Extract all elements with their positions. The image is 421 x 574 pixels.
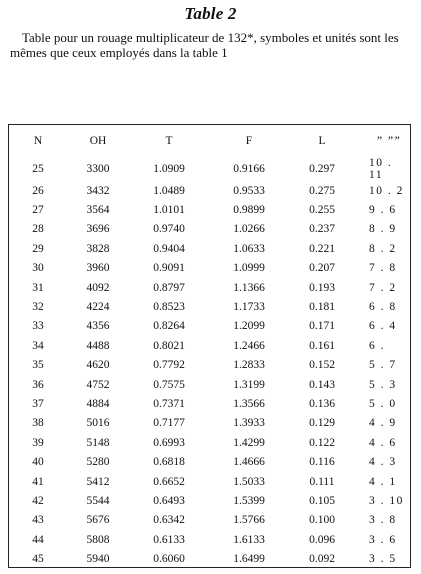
cell-n: 39 — [32, 436, 44, 449]
cell-t: 0.8797 — [153, 281, 185, 294]
table-row — [9, 472, 410, 491]
table-row — [9, 259, 410, 278]
cell-minutes-seconds: 6 . 8 — [369, 301, 397, 314]
cell-oh: 3828 — [86, 242, 110, 255]
cell-f: 1.3933 — [233, 417, 265, 430]
table-row — [9, 356, 410, 375]
table-body — [9, 157, 410, 569]
cell-n: 26 — [32, 184, 44, 197]
cell-minutes-seconds: 4 . 9 — [369, 417, 397, 430]
table-row — [9, 181, 410, 200]
cell-n: 37 — [32, 397, 44, 410]
header-minutes-seconds: ” ”” — [377, 135, 402, 147]
cell-n: 35 — [32, 359, 44, 372]
cell-oh: 3564 — [86, 204, 110, 217]
cell-n: 32 — [32, 301, 44, 314]
cell-t: 0.6060 — [153, 553, 185, 566]
table-row — [9, 157, 410, 181]
cell-oh: 4488 — [86, 339, 110, 352]
cell-n: 36 — [32, 378, 44, 391]
cell-minutes-seconds: 3 . 6 — [369, 533, 397, 546]
cell-f: 1.5033 — [233, 475, 265, 488]
cell-l: 0.181 — [309, 301, 335, 314]
cell-minutes-seconds: 4 . 1 — [369, 475, 397, 488]
cell-oh: 3300 — [86, 163, 110, 175]
cell-t: 0.7792 — [153, 359, 185, 372]
table-row — [9, 452, 410, 471]
cell-f: 1.0999 — [233, 262, 265, 275]
cell-oh: 5016 — [86, 417, 110, 430]
cell-t: 0.8523 — [153, 301, 185, 314]
cell-t: 0.6133 — [153, 533, 185, 546]
table-row — [9, 549, 410, 568]
cell-n: 44 — [32, 533, 44, 546]
table-row — [9, 220, 410, 239]
cell-t: 0.9740 — [153, 223, 185, 236]
data-table — [9, 125, 410, 569]
cell-l: 0.105 — [309, 494, 335, 507]
cell-oh: 5940 — [86, 553, 110, 566]
cell-t: 0.6818 — [153, 456, 185, 469]
cell-n: 31 — [32, 281, 44, 294]
cell-f: 1.6499 — [233, 553, 265, 566]
cell-oh: 5808 — [86, 533, 110, 546]
cell-f: 1.2099 — [233, 320, 265, 333]
cell-n: 27 — [32, 204, 44, 217]
cell-f: 1.1733 — [233, 301, 265, 314]
cell-l: 0.275 — [309, 184, 335, 197]
cell-minutes-seconds: 8 . 2 — [369, 242, 397, 255]
cell-n: 38 — [32, 417, 44, 430]
cell-oh: 4224 — [86, 301, 110, 314]
cell-t: 1.0489 — [153, 184, 185, 197]
table-row — [9, 200, 410, 219]
cell-t: 1.0101 — [153, 204, 185, 217]
cell-minutes-seconds: 6 . 4 — [369, 320, 397, 333]
cell-oh: 5544 — [86, 494, 110, 507]
cell-minutes-seconds: 5 . 0 — [369, 397, 397, 410]
cell-t: 0.7177 — [153, 417, 185, 430]
cell-minutes-seconds: 7 . 8 — [369, 262, 397, 275]
cell-l: 0.143 — [309, 378, 335, 391]
cell-minutes-seconds: 8 . 9 — [369, 223, 397, 236]
cell-oh: 4092 — [86, 281, 110, 294]
cell-n: 34 — [32, 339, 44, 352]
cell-n: 45 — [32, 553, 44, 566]
cell-minutes-seconds: 3 . 8 — [369, 514, 397, 527]
cell-minutes-seconds: 5 . 7 — [369, 359, 397, 372]
cell-f: 0.9166 — [233, 163, 265, 175]
cell-t: 0.6493 — [153, 494, 185, 507]
cell-minutes-seconds: 3 . 10 — [369, 494, 404, 507]
header-l: L — [318, 135, 326, 147]
cell-f: 1.4299 — [233, 436, 265, 449]
cell-l: 0.297 — [309, 163, 335, 175]
cell-minutes-seconds: 4 . 3 — [369, 456, 397, 469]
cell-minutes-seconds: 9 . 6 — [369, 204, 397, 217]
cell-n: 41 — [32, 475, 44, 488]
header-f: F — [245, 135, 253, 147]
cell-l: 0.100 — [309, 514, 335, 527]
table-row — [9, 511, 410, 530]
cell-oh: 3432 — [86, 184, 110, 197]
cell-l: 0.136 — [309, 397, 335, 410]
table-row — [9, 375, 410, 394]
table-title: Table 2 — [184, 4, 237, 23]
cell-f: 0.9533 — [233, 184, 265, 197]
cell-oh: 5676 — [86, 514, 110, 527]
cell-l: 0.255 — [309, 204, 335, 217]
cell-l: 0.111 — [309, 475, 335, 488]
cell-f: 1.0633 — [233, 242, 265, 255]
table-row — [9, 317, 410, 336]
cell-minutes-seconds: 10 . 11 — [369, 157, 393, 181]
header-n: N — [33, 135, 43, 147]
table-row — [9, 491, 410, 510]
cell-l: 0.092 — [309, 553, 335, 566]
cell-f: 0.9899 — [233, 204, 265, 217]
table-row — [9, 530, 410, 549]
data-table-frame — [8, 124, 411, 568]
cell-minutes-seconds: 10 . 2 — [369, 184, 404, 197]
cell-f: 1.5399 — [233, 494, 265, 507]
cell-l: 0.122 — [309, 436, 335, 449]
cell-oh: 4356 — [86, 320, 110, 333]
cell-f: 1.0266 — [233, 223, 265, 236]
cell-f: 1.3199 — [233, 378, 265, 391]
cell-f: 1.3566 — [233, 397, 265, 410]
header-row — [9, 125, 410, 157]
cell-t: 0.7371 — [153, 397, 185, 410]
cell-l: 0.193 — [309, 281, 335, 294]
cell-minutes-seconds: 4 . 6 — [369, 436, 397, 449]
cell-n: 43 — [32, 514, 44, 527]
cell-oh: 4752 — [86, 378, 110, 391]
table-row — [9, 239, 410, 258]
cell-l: 0.096 — [309, 533, 335, 546]
cell-t: 0.8021 — [153, 339, 185, 352]
cell-n: 33 — [32, 320, 44, 333]
cell-l: 0.221 — [309, 242, 335, 255]
cell-oh: 5148 — [86, 436, 110, 449]
cell-oh: 3960 — [86, 262, 110, 275]
cell-n: 28 — [32, 223, 44, 236]
table-row — [9, 336, 410, 355]
cell-f: 1.1366 — [233, 281, 265, 294]
cell-f: 1.5766 — [233, 514, 265, 527]
cell-n: 30 — [32, 262, 44, 275]
cell-l: 0.171 — [309, 320, 335, 333]
cell-minutes-seconds: 5 . 3 — [369, 378, 397, 391]
cell-minutes-seconds: 7 . 2 — [369, 281, 397, 294]
cell-f: 1.4666 — [233, 456, 265, 469]
cell-oh: 4884 — [86, 397, 110, 410]
cell-l: 0.129 — [309, 417, 335, 430]
cell-f: 1.6133 — [233, 533, 265, 546]
cell-f: 1.2833 — [233, 359, 265, 372]
table-caption: Table pour un rouage multiplicateur de 132*, symboles et unités sont les mêmes que ceux employés dans la table 1 — [10, 30, 399, 60]
table-row — [9, 414, 410, 433]
table-row — [9, 297, 410, 316]
cell-t: 0.9404 — [153, 242, 185, 255]
cell-f: 1.2466 — [233, 339, 265, 352]
cell-t: 0.8264 — [153, 320, 185, 333]
cell-minutes-seconds: 3 . 5 — [369, 553, 397, 566]
cell-oh: 5412 — [86, 475, 110, 488]
cell-oh: 3696 — [86, 223, 110, 236]
cell-l: 0.116 — [309, 456, 335, 469]
cell-t: 0.7575 — [153, 378, 185, 391]
cell-oh: 4620 — [86, 359, 110, 372]
table-row — [9, 433, 410, 452]
cell-n: 29 — [32, 242, 44, 255]
cell-t: 0.9091 — [153, 262, 185, 275]
cell-t: 0.6652 — [153, 475, 185, 488]
cell-n: 42 — [32, 494, 44, 507]
header-t: T — [165, 135, 173, 147]
table-row — [9, 278, 410, 297]
cell-minutes-seconds: 6 . — [369, 339, 385, 352]
cell-l: 0.237 — [309, 223, 335, 236]
cell-n: 40 — [32, 456, 44, 469]
table-row — [9, 394, 410, 413]
cell-oh: 5280 — [86, 456, 110, 469]
cell-l: 0.152 — [309, 359, 335, 372]
cell-l: 0.161 — [309, 339, 335, 352]
cell-l: 0.207 — [309, 262, 335, 275]
cell-t: 0.6342 — [153, 514, 185, 527]
cell-n: 25 — [32, 163, 44, 175]
cell-t: 0.6993 — [153, 436, 185, 449]
cell-t: 1.0909 — [153, 163, 185, 175]
header-oh: OH — [89, 135, 107, 147]
